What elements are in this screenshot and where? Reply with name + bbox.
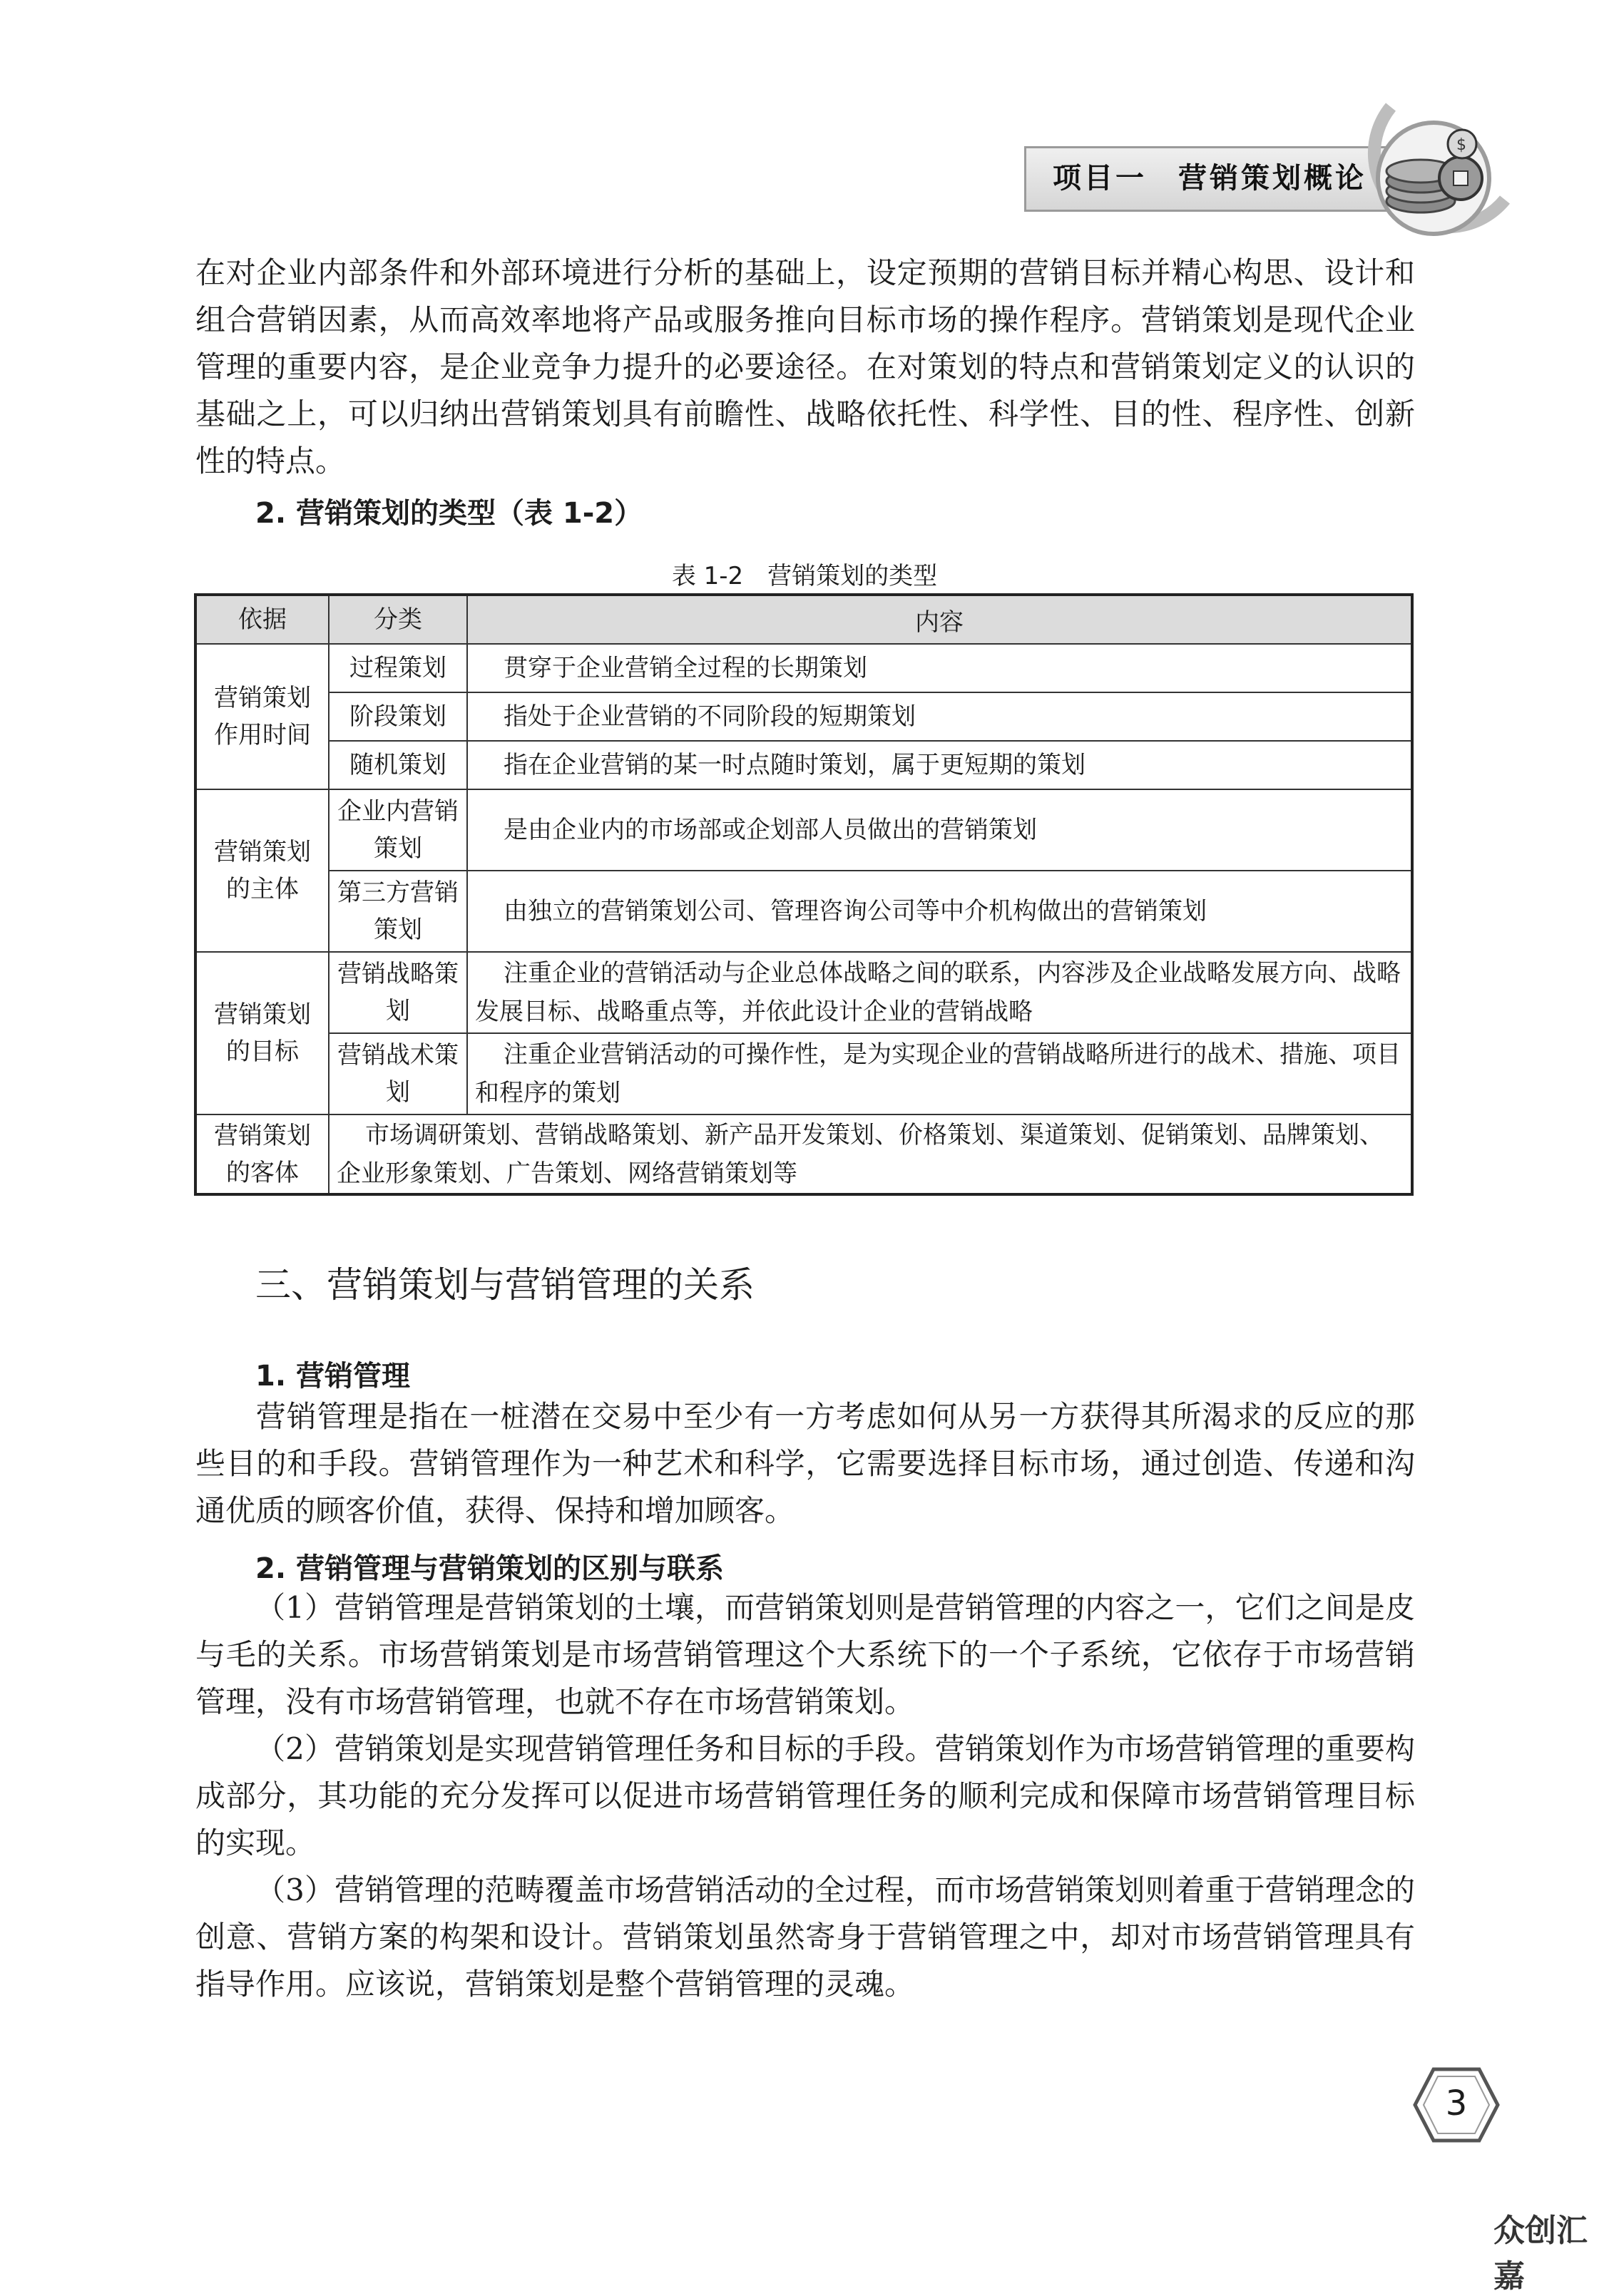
table-cell-content: 注重企业的营销活动与企业总体战略之间的联系，内容涉及企业战略发展方向、战略发展目标、战略重点等，并依此设计企业的营销战略 — [467, 952, 1412, 1033]
marketing-plan-types-table — [194, 593, 1414, 1196]
table-cell-category: 第三方营销策划 — [329, 871, 467, 952]
table-cell-content: 贯穿于企业营销全过程的长期策划 — [467, 644, 1412, 692]
page-number: 3 — [1445, 2084, 1468, 2123]
column-header-category: 分类 — [329, 595, 467, 644]
table-row — [195, 1114, 1412, 1194]
intro-paragraph: 在对企业内部条件和外部环境进行分析的基础上，设定预期的营销目标并精心构思、设计和组合营销因素，从而高效率地将产品或服务推向目标市场的操作程序。营销策划是现代企业管理的重要内容，是企业竞争力提升的必要途径。在对策划的特点和营销策划定义的认识的基础之上，可以归纳出营销策划具有前瞻性、战略依托性、科学性、目的性、程序性、创新性的特点。 — [195, 255, 1415, 478]
column-header-content: 内容 — [467, 595, 1412, 644]
section-heading: 三、营销策划与营销管理的关系 — [255, 1264, 755, 1306]
table-row — [195, 1033, 1412, 1114]
paragraph-point-3: （3）营销管理的范畴覆盖市场营销活动的全过程，而市场营销策划则着重于营销理念的创意、营销方案的构架和设计。营销策划虽然寄身于营销管理之中，却对市场营销管理具有指导作用。应该说，营销策划是整个营销管理的灵魂。 — [195, 1872, 1415, 2002]
running-header-title: 项目一 营销策划概论 — [1053, 162, 1367, 195]
table-cell-content: 指在企业营销的某一时点随时策划，属于更短期的策划 — [467, 741, 1412, 789]
paragraph-point-2: （2）营销策划是实现营销管理任务和目标的手段。营销策划作为市场营销管理的重要构成部分，其功能的充分发挥可以促进市场营销管理任务的顺利完成和保障市场营销管理目标的实现。 — [195, 1731, 1415, 1860]
watermark: 众创汇嘉 — [1493, 2213, 1588, 2295]
table-cell-content: 指处于企业营销的不同阶段的短期策划 — [467, 692, 1412, 741]
table-cell-basis: 营销策划作用时间 — [195, 644, 329, 789]
subheading-marketing-management: 1. 营销管理 — [255, 1360, 410, 1393]
table-row — [195, 644, 1412, 692]
table-row — [195, 789, 1412, 871]
table-cell-basis: 营销策划的目标 — [195, 952, 329, 1114]
table-cell-basis: 营销策划的客体 — [195, 1114, 329, 1194]
subheading-marketing-plan-types: 2. 营销策划的类型（表 1-2） — [255, 497, 643, 530]
table-cell-category: 企业内营销策划 — [329, 789, 467, 871]
svg-text:$: $ — [1456, 136, 1466, 154]
table-row — [195, 692, 1412, 741]
table-cell-category: 营销战术策划 — [329, 1033, 467, 1114]
table-row — [195, 741, 1412, 789]
table-cell-content: 由独立的营销策划公司、管理咨询公司等中介机构做出的营销策划 — [467, 871, 1412, 952]
table-cell-category: 过程策划 — [329, 644, 467, 692]
table-cell-basis: 营销策划的主体 — [195, 789, 329, 952]
table-cell-content: 注重企业营销活动的可操作性，是为实现企业的营销战略所进行的战术、措施、项目和程序的策划 — [467, 1033, 1412, 1114]
table-cell-category: 随机策划 — [329, 741, 467, 789]
paragraph-marketing-management: 营销管理是指在一桩潜在交易中至少有一方考虑如何从另一方获得其所渴求的反应的那些目的和手段。营销管理作为一种艺术和科学，它需要选择目标市场，通过创造、传递和沟通优质的顾客价值，获得、保持和增加顾客。 — [195, 1399, 1415, 1528]
paragraph-point-1: （1）营销管理是营销策划的土壤，而营销策划则是营销管理的内容之一，它们之间是皮与毛的关系。市场营销策划是市场营销管理这个大系统下的一个子系统，它依存于市场营销管理，没有市场营销管理，也就不存在市场营销策划。 — [195, 1590, 1415, 1719]
table-header-row — [195, 595, 1412, 644]
table-cell-content: 是由企业内的市场部或企划部人员做出的营销策划 — [467, 789, 1412, 871]
table-cell-category: 营销战略策划 — [329, 952, 467, 1033]
table-cell-content: 市场调研策划、营销战略策划、新产品开发策划、价格策划、渠道策划、促销策划、品牌策划、企业形象策划、广告策划、网络营销策划等 — [329, 1114, 1412, 1194]
table-cell-category: 阶段策划 — [329, 692, 467, 741]
coins-emblem-icon — [1341, 78, 1526, 250]
table-caption: 表 1-2 营销策划的类型 — [671, 562, 938, 590]
table-row — [195, 871, 1412, 952]
subheading-difference-and-relation: 2. 营销管理与营销策划的区别与联系 — [255, 1552, 724, 1585]
table-row — [195, 952, 1412, 1033]
column-header-basis: 依据 — [195, 595, 329, 644]
